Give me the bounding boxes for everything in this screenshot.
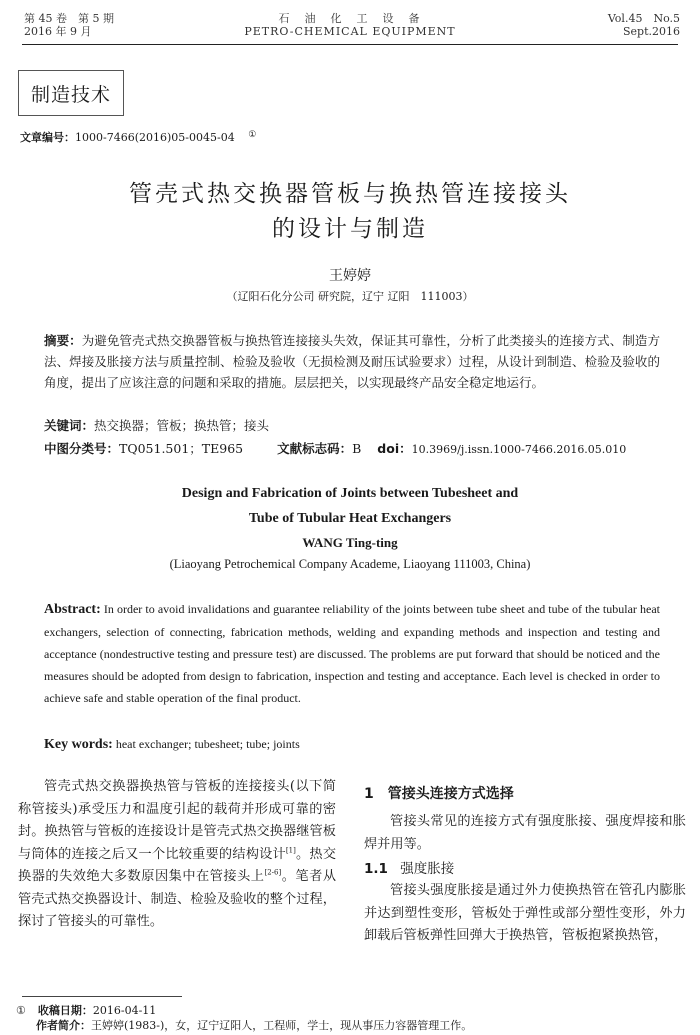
title-en-line1: Design and Fabrication of Joints between Tubesheet and bbox=[181, 486, 519, 501]
ref-2: [2-6] bbox=[264, 868, 282, 877]
article-number-label: 文章编号： bbox=[20, 131, 75, 144]
classification-value: TQ051.501；TE965 bbox=[119, 441, 244, 456]
intro-text-1: 管壳式热交换器换热管与管板的连接接头(以下简称管接头)承受压力和温度引起的载荷并形成可靠的密封。换热管与管板的连接设计是管壳式热交换器继管板与筒体的连接之后又一个比较重要的结构设计 bbox=[18, 779, 336, 862]
header-left bbox=[24, 12, 114, 38]
header-vol-no: Vol.45 No.5 bbox=[607, 12, 680, 25]
intro-text-3: 。笔者从管壳式热交换器设计、制造、检验及验收的整个过程，探讨了管接头的可靠性。 bbox=[18, 869, 337, 929]
header-rule bbox=[22, 44, 678, 45]
keywords-en bbox=[44, 733, 660, 756]
ref-1: [1] bbox=[285, 846, 296, 855]
received-value: 2016-04-11 bbox=[92, 1004, 157, 1017]
received-label: 收稿日期： bbox=[37, 1004, 93, 1017]
title-en-line2: Tube of Tubular Heat Exchangers bbox=[248, 511, 452, 526]
footnote-marker: ① bbox=[16, 1004, 26, 1017]
abstract-cn-text: 为避免管壳式热交换器管板与换热管连接接头失效，保证其可靠性，分析了此类接头的连接方式、制造方法、焊接及胀接方法与质量控制、检验及验收（无损检测及耐压试验要求）过程，从设计到制造、检验及验收的角度，提出了应该注意的问题和采取的措施。层层把关，以实现最终产品安全稳定地运行。 bbox=[44, 333, 660, 390]
subsection-number: 1.1 bbox=[364, 861, 388, 877]
section-1-heading: 1 管接头连接方式选择 bbox=[364, 786, 514, 802]
abstract-en-text: In order to avoid invalidations and guarantee reliability of the joints between tube sheet and tube of the tubular heat exchangers, selection of connecting, fabrication methods, welding and expanding methods and inspection and testing and acceptance (nondestructive testing and pressure test) are discussed. The problems are put forward that should be noticed and the measures should be adopted from design to fabrication, inspection and testing and acceptance. Each level is checked in order to achieve safe and stable operation of the final product. bbox=[44, 602, 661, 705]
author-en: WANG Ting-ting bbox=[302, 535, 398, 550]
doi-label: doi： bbox=[377, 441, 412, 456]
header-date: 2016 年 9 月 bbox=[24, 25, 92, 38]
journal-name-cn: 石 油 化 工 设 备 bbox=[278, 12, 422, 25]
body-right-column bbox=[364, 783, 686, 948]
abstract-en-label: Abstract: bbox=[44, 602, 101, 617]
header-right bbox=[608, 12, 680, 38]
footnote-received bbox=[16, 1004, 156, 1018]
doc-code-value: B bbox=[352, 441, 362, 456]
bio-label: 作者简介： bbox=[36, 1019, 91, 1032]
doi-value: 10.3969/j.issn.1000-7466.2016.05.010 bbox=[411, 443, 627, 456]
classification-label: 中图分类号： bbox=[44, 441, 120, 456]
footnote-rule bbox=[22, 996, 182, 997]
author-cn: 王婷婷 bbox=[329, 268, 371, 284]
intro-text-2: 。热交换器的失效绝大多数原因集中在管接头上 bbox=[18, 846, 337, 884]
article-number-value: 1000-7466(2016)05-0045-04 bbox=[75, 131, 235, 144]
body-left-column bbox=[18, 776, 336, 934]
abstract-en bbox=[44, 598, 660, 709]
bio-text: 王婷婷(1983-)，女，辽宁辽阳人，工程师，学士，现从事压力容器管理工作。 bbox=[91, 1019, 473, 1032]
affiliation-cn: （辽阳石化分公司 研究院，辽宁 辽阳 111003） bbox=[226, 290, 474, 303]
title-cn-line2: 的设计与制造 bbox=[272, 216, 428, 242]
section-label: 制造技术 bbox=[18, 70, 124, 116]
abstract-cn-label: 摘要： bbox=[44, 333, 82, 348]
keywords-cn-text: 热交换器；管板；换热管；接头 bbox=[94, 418, 270, 433]
subsection-title: 强度胀接 bbox=[400, 861, 455, 877]
header-center bbox=[200, 12, 500, 38]
header-volume: 第 45 卷 第 5 期 bbox=[24, 12, 114, 25]
subsection-1-1-text: 管接头强度胀接是通过外力使换热管在管孔内膨胀并达到塑性变形，管板处于弹性或部分塑性变形，外力卸载后管板弹性回弹大于换热管，管板抱紧换热管， bbox=[364, 883, 686, 943]
keywords-cn-label: 关键词： bbox=[44, 418, 95, 433]
affiliation-en: (Liaoyang Petrochemical Company Academe, Liaoyang 111003, China) bbox=[169, 557, 531, 571]
keywords-en-text: heat exchanger; tubesheet; tube; joints bbox=[115, 737, 300, 751]
header-month: Sept.2016 bbox=[623, 25, 680, 38]
doc-code-label: 文献标志码： bbox=[277, 441, 353, 456]
keywords-en-label: Key words: bbox=[44, 737, 113, 752]
article-number bbox=[20, 128, 256, 145]
footnote-bio bbox=[36, 1019, 472, 1033]
keywords-cn bbox=[44, 415, 660, 436]
abstract-cn bbox=[44, 330, 660, 393]
section-1-text: 管接头常见的连接方式有强度胀接、强度焊接和胀焊并用等。 bbox=[364, 814, 686, 852]
subsection-1-1-heading bbox=[364, 858, 686, 880]
title-cn-line1: 管壳式热交换器管板与换热管连接接头 bbox=[129, 181, 571, 207]
article-number-marker: ① bbox=[248, 130, 257, 140]
journal-name-en: PETRO-CHEMICAL EQUIPMENT bbox=[244, 25, 456, 38]
classification-row bbox=[44, 438, 660, 460]
